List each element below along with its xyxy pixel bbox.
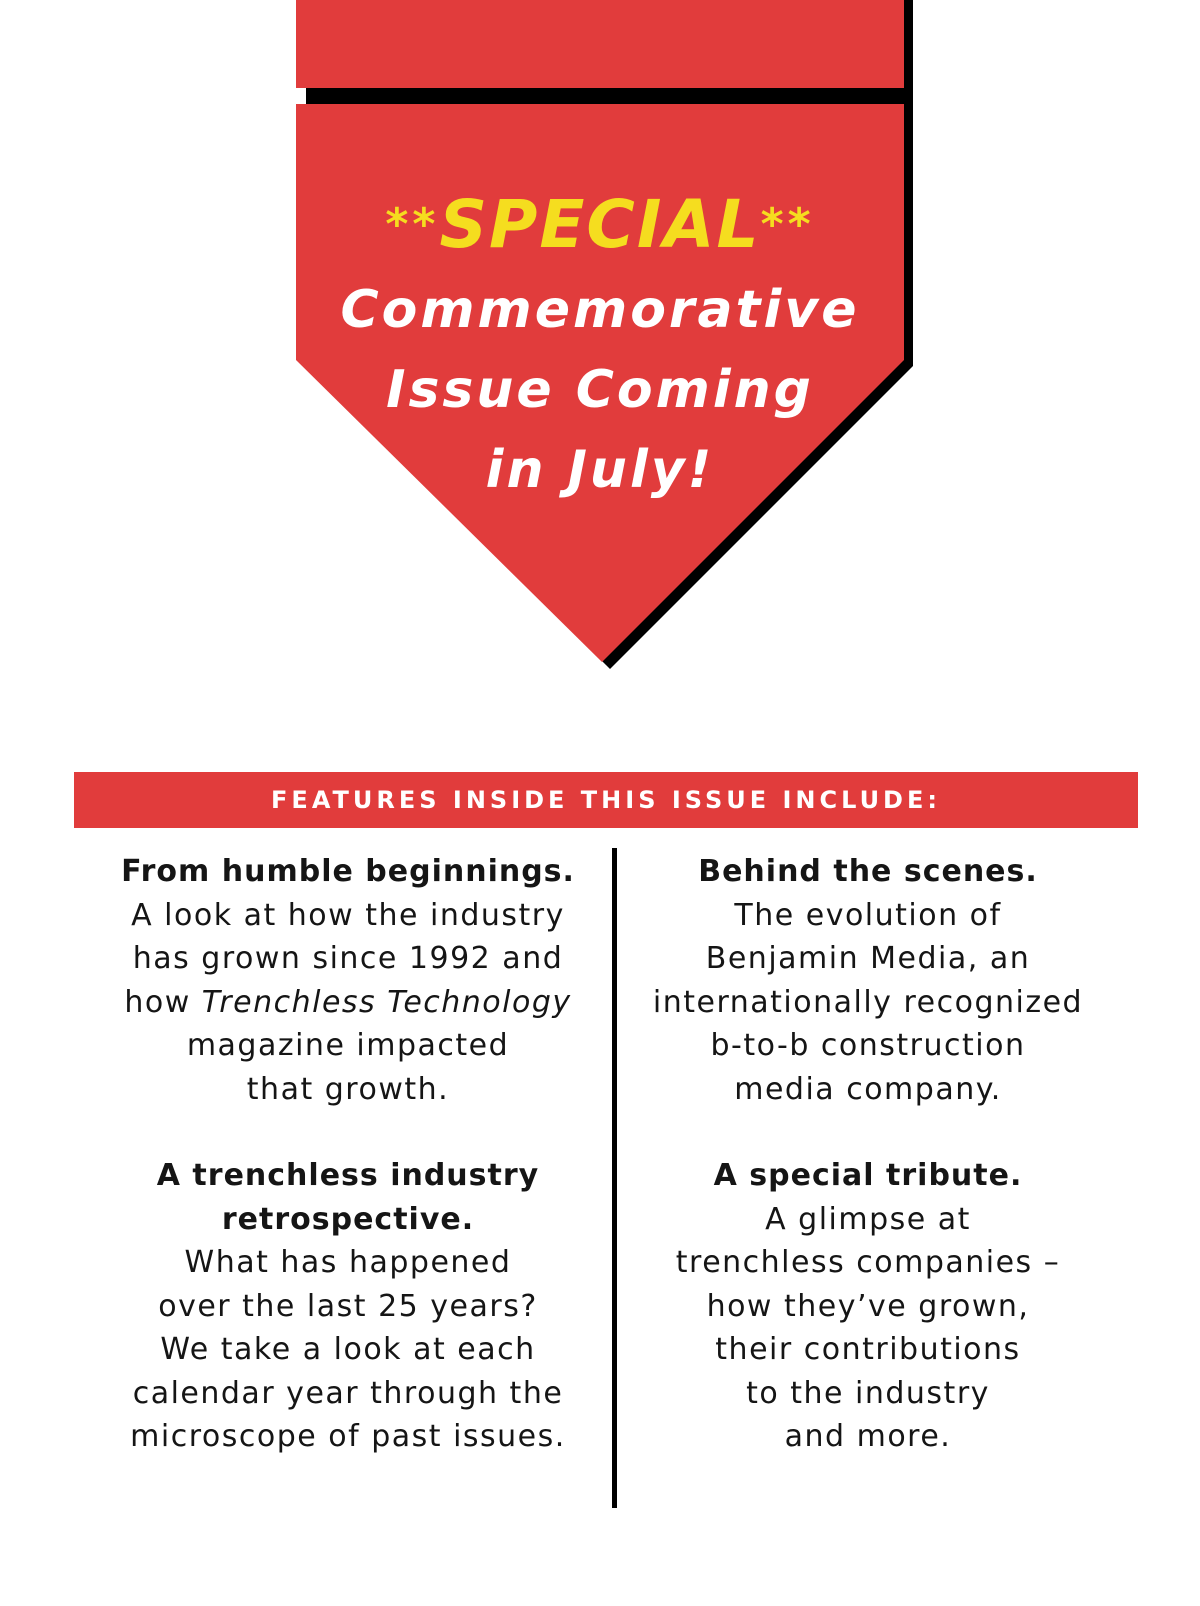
banner-line-3: in July! xyxy=(485,440,715,500)
stars-left: ** xyxy=(385,199,440,250)
magazine-name: Trenchless Technology xyxy=(201,984,572,1020)
feature-text: how xyxy=(124,984,202,1020)
commemorative-banner xyxy=(0,0,1200,680)
feature-line: that growth. xyxy=(246,1071,450,1107)
feature-line: to the industry xyxy=(746,1375,990,1411)
feature-behind-the-scenes xyxy=(628,850,1108,1111)
features-left-column xyxy=(108,850,588,1502)
feature-humble-beginnings xyxy=(108,850,588,1111)
feature-line: magazine impacted xyxy=(186,1028,510,1063)
feature-line: microscope of past issues. xyxy=(130,1419,566,1454)
feature-special-tribute xyxy=(628,1154,1108,1459)
feature-line: What has happened xyxy=(184,1245,512,1280)
banner-special-heading xyxy=(296,180,904,270)
feature-title: Behind the scenes. xyxy=(698,854,1038,889)
feature-line: media company. xyxy=(734,1071,1002,1107)
feature-line: internationally recognized xyxy=(652,984,1084,1020)
feature-line: calendar year through the xyxy=(132,1375,564,1411)
feature-title-line: retrospective. xyxy=(221,1201,475,1237)
feature-line: We take a look at each xyxy=(160,1332,536,1367)
feature-line: how they’ve grown, xyxy=(706,1288,1030,1324)
feature-line: trenchless companies – xyxy=(675,1245,1061,1280)
banner-line-2: Issue Coming xyxy=(386,360,814,420)
banner-text xyxy=(296,180,904,510)
feature-line: b-to-b construction xyxy=(710,1028,1026,1063)
feature-line: The evolution of xyxy=(734,897,1002,933)
special-word: SPECIAL xyxy=(439,186,761,263)
stars-right: ** xyxy=(760,199,815,250)
feature-line: A glimpse at xyxy=(765,1201,971,1237)
banner-top-band xyxy=(296,0,904,88)
feature-title-line: A trenchless industry xyxy=(156,1158,540,1193)
feature-title: A special tribute. xyxy=(713,1158,1023,1193)
feature-line: over the last 25 years? xyxy=(158,1288,538,1324)
feature-line: and more. xyxy=(784,1419,952,1454)
feature-line: has grown since 1992 and xyxy=(132,941,564,976)
feature-line-with-italic xyxy=(108,981,588,1025)
feature-title: From humble beginnings. xyxy=(121,854,575,889)
column-divider xyxy=(612,848,617,1508)
feature-industry-retrospective xyxy=(108,1154,588,1459)
banner-line-1: Commemorative xyxy=(340,280,860,340)
feature-line: Benjamin Media, an xyxy=(705,941,1031,976)
feature-line: their contributions xyxy=(715,1332,1021,1367)
features-heading: FEATURES INSIDE THIS ISSUE INCLUDE: xyxy=(74,772,1138,828)
features-right-column xyxy=(628,850,1108,1502)
feature-line: A look at how the industry xyxy=(131,897,565,933)
